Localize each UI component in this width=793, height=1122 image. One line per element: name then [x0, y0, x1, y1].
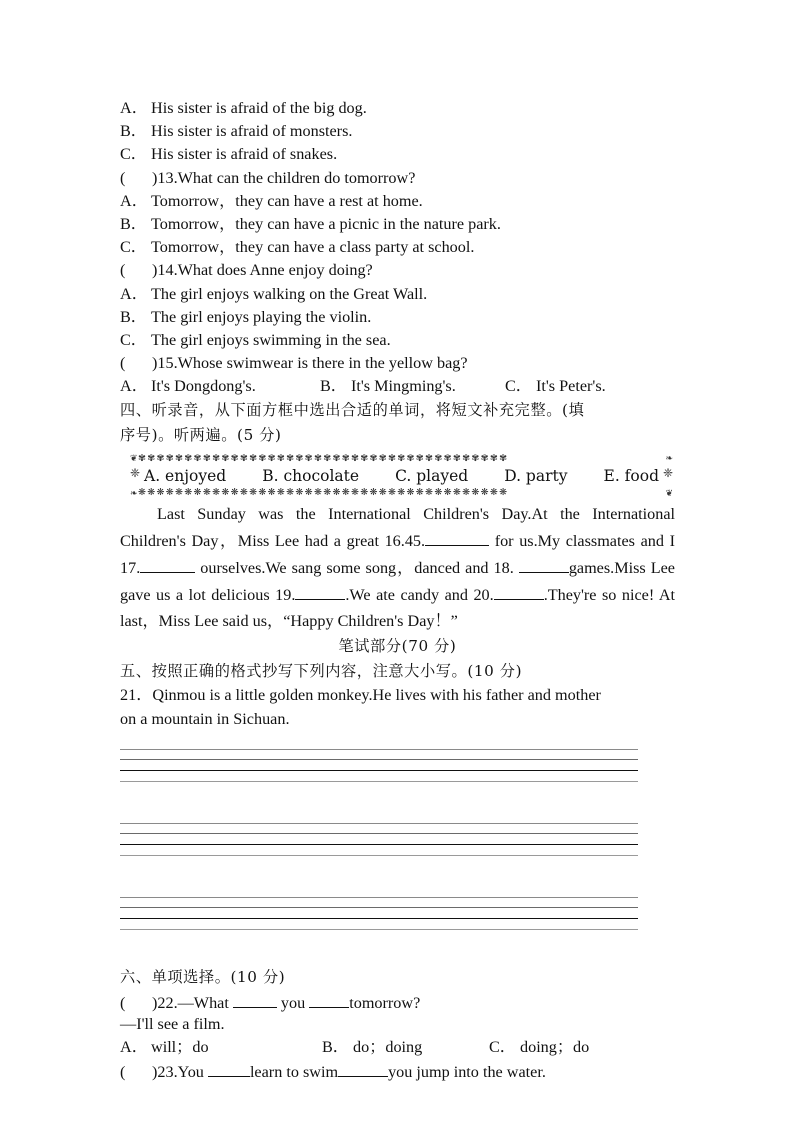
- q22-options: [120, 1036, 675, 1059]
- ornament-border-top-icon: ✾✾✾✾✾✾✾✾✾✾✾✾✾✾✾✾✾✾✾✾✾✾✾✾✾✾✾✾✾✾✾✾✾✾✾✾✾✾✾✾: [138, 454, 509, 465]
- section4-title-line2: 序号)。听两遍。(5 分): [120, 426, 282, 445]
- writing-line-group[interactable]: [120, 749, 638, 801]
- q21-text-line1: 21．Qinmou is a little golden monkey.He lives with his father and mother: [120, 686, 601, 705]
- q15-option-a: A． It's Dongdong's.: [120, 377, 256, 396]
- q22-answer-line: —I'll see a film.: [120, 1014, 225, 1033]
- q12-option-c: C． His sister is afraid of snakes.: [120, 145, 338, 164]
- ornament-corner-icon: ❧: [130, 488, 138, 499]
- ornament-border-bottom-icon: ❋❋❋❋❋❋❋❋❋❋❋❋❋❋❋❋❋❋❋❋❋❋❋❋❋❋❋❋❋❋❋❋❋❋❋❋❋❋❋❋: [138, 488, 509, 499]
- q12-option-b: B． His sister is afraid of monsters.: [120, 122, 353, 141]
- cloze-passage: Last Sunday was the International Children's Day.At the International Children's Day，Miss Lee had a great 16.45. for us.My classmates and I 17. ourselves.We sang some song，danced and 18. games.Miss Lee gave us a lot delicious 19. .We ate candy and 20. .They're so nice! At last，Miss Lee said us，“Happy Children's Day！”: [120, 505, 676, 630]
- word-bank-item: D. party: [504, 467, 568, 486]
- blank-19[interactable]: [295, 582, 345, 600]
- section5-title: 五、按照正确的格式抄写下列内容，注意大小写。(10 分): [120, 662, 523, 681]
- q14-option-b: B． The girl enjoys playing the violin.: [120, 307, 372, 326]
- q13-option-a: A． Tomorrow，they can have a rest at home.: [120, 191, 423, 210]
- ornament-side-icon: ❈: [130, 466, 141, 481]
- q15-stem: ( )15.Whose swimwear is there in the yellow bag?: [120, 352, 675, 375]
- answer-paren[interactable]: (: [120, 354, 126, 373]
- ornament-corner-icon: ❧: [665, 453, 673, 464]
- word-bank-box: [130, 454, 673, 498]
- q14-option-a: A． The girl enjoys walking on the Great Wall.: [120, 284, 428, 303]
- exam-page: [120, 97, 675, 1083]
- ornament-corner-icon: ❦: [665, 488, 673, 499]
- q13-option-b: B． Tomorrow，they can have a picnic in the nature park.: [120, 214, 501, 233]
- blank-22b[interactable]: [309, 990, 349, 1008]
- answer-paren[interactable]: (: [120, 1063, 126, 1082]
- handwriting-area[interactable]: [120, 749, 638, 949]
- q12-option-a: A． His sister is afraid of the big dog.: [120, 99, 367, 117]
- written-part-title: 笔试部分(70 分): [338, 637, 457, 656]
- q13-stem: ( )13.What can the children do tomorrow?: [120, 167, 675, 190]
- q15-option-b: B． It's Mingming's.: [320, 377, 456, 396]
- word-bank-item: A. enjoyed: [144, 467, 227, 486]
- ornament-side-icon: ❈: [662, 466, 673, 481]
- answer-paren[interactable]: (: [120, 261, 126, 280]
- q15-option-c: C． It's Peter's.: [505, 377, 606, 396]
- q23-stem: ( )23.You learn to swim you jump into the water.: [120, 1059, 675, 1082]
- q21-text-line2: on a mountain in Sichuan.: [120, 709, 290, 728]
- blank-20[interactable]: [494, 582, 544, 600]
- ornament-corner-icon: ❦: [130, 453, 138, 464]
- q13-option-c: C． Tomorrow，they can have a class party at school.: [120, 238, 475, 257]
- blank-23b[interactable]: [338, 1059, 388, 1077]
- writing-line-group[interactable]: [120, 897, 638, 949]
- word-bank-item: C. played: [395, 467, 469, 486]
- word-bank-item: E. food: [603, 467, 659, 486]
- blank-22a[interactable]: [233, 990, 277, 1008]
- blank-17[interactable]: [140, 555, 195, 573]
- q14-option-c: C． The girl enjoys swimming in the sea.: [120, 330, 391, 349]
- q22-option-a: A． will；do: [120, 1038, 209, 1057]
- word-bank-item: B. chocolate: [262, 467, 360, 486]
- word-bank: [144, 465, 659, 487]
- answer-paren[interactable]: (: [120, 993, 126, 1012]
- section6-title: 六、单项选择。(10 分): [120, 967, 286, 986]
- blank-23a[interactable]: [208, 1059, 250, 1077]
- answer-paren[interactable]: (: [120, 168, 126, 187]
- q15-options: [120, 375, 675, 398]
- q14-stem: ( )14.What does Anne enjoy doing?: [120, 259, 675, 282]
- blank-16[interactable]: [425, 528, 489, 546]
- blank-18[interactable]: [519, 555, 569, 573]
- section4-title-line1: 四、听录音，从下面方框中选出合适的单词，将短文补充完整。(填: [120, 401, 585, 420]
- writing-line-group[interactable]: [120, 823, 638, 875]
- q22-stem: ( )22.—What you tomorrow?: [120, 990, 675, 1013]
- q22-option-c: C． doing；do: [489, 1038, 590, 1057]
- q22-option-b: B． do；doing: [322, 1038, 423, 1057]
